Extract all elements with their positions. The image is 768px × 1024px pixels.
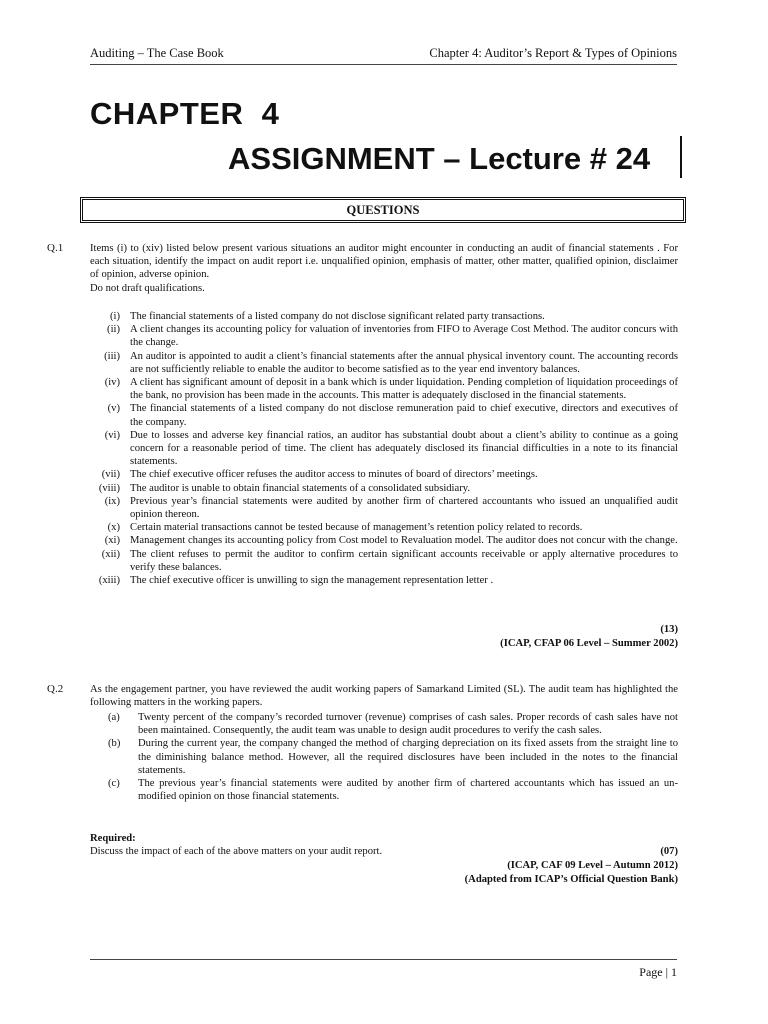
item-text: The client refuses to permit the auditor to confirm certain significant accounts receivable or apply alternative procedures to verify these balances. — [130, 548, 678, 573]
footer-divider — [90, 959, 677, 960]
item-number: (b) — [108, 738, 121, 750]
page-number: Page | 1 — [639, 965, 677, 979]
item-number: (i) — [110, 311, 120, 322]
item-text: The financial statements of a listed company do not disclose remuneration paid to chief executive, directors and executives of the company. — [130, 403, 678, 428]
item-text: Due to losses and adverse key financial ratios, an auditor has substantial doubt about a client’s ability to continue as a going concern for a reasonable period of time. The client has adequately disclosed its financial difficulties in a note to its financial statements. — [130, 429, 678, 468]
required-label: Required: — [90, 833, 136, 844]
item-text: The financial statements of a listed company do not disclose significant related party transactions. — [130, 311, 545, 322]
required-text: Discuss the impact of each of the above matters on your audit report. — [90, 846, 383, 858]
book-title: Auditing – The Case Book — [90, 46, 224, 60]
item-number: (a) — [108, 712, 120, 723]
list-item — [90, 376, 678, 402]
item-number: (xi) — [104, 535, 120, 547]
list-item — [90, 534, 678, 547]
list-item — [108, 711, 678, 737]
question-intro — [90, 242, 678, 295]
title-bar-divider — [680, 136, 682, 178]
question-adapted-source: (Adapted from ICAP’s Official Question Bank) — [464, 874, 678, 885]
question-marks: (07) — [660, 846, 678, 857]
chapter-header: Chapter 4: Auditor’s Report & Types of Opinions — [429, 46, 677, 60]
question-item-list — [108, 711, 678, 803]
item-number: (xii) — [101, 548, 120, 560]
running-header — [90, 46, 677, 65]
item-number: (vi) — [104, 429, 120, 441]
item-text: The previous year’s financial statements were audited by another firm of chartered accountants which has issued an un-modified opinion on those financial statements. — [138, 778, 678, 803]
question-intro-text: As the engagement partner, you have reviewed the audit working papers of Samarkand Limited (SL). The audit team has highlighted the following matters in the working papers. — [90, 684, 678, 709]
item-number: (x) — [107, 522, 120, 534]
question-source: (ICAP, CAF 09 Level – Autumn 2012) — [507, 860, 678, 871]
item-text: During the current year, the company changed the method of charging depreciation on its fixed assets from the straight line to the diminishing balance method. However, all the required disclosures have been included in the notes to the financial statements. — [138, 738, 678, 776]
item-text: Certain material transactions cannot be tested because of management’s retention policy related to records. — [130, 522, 583, 534]
item-text: The chief executive officer is unwilling to sign the management representation letter . — [130, 575, 494, 587]
list-item — [90, 350, 678, 376]
item-text: Management changes its accounting policy from Cost model to Revaluation model. The auditor does not concur with the change. — [130, 535, 678, 547]
list-item — [90, 574, 678, 587]
item-number: (iii) — [104, 350, 120, 362]
list-item — [90, 482, 678, 495]
item-number: (c) — [108, 778, 120, 790]
list-item — [90, 310, 678, 323]
list-item — [108, 737, 678, 777]
question-intro — [90, 683, 678, 709]
item-text: A client has significant amount of deposit in a bank which is under liquidation. Pending completion of liquidation proceedings of the bank, no provision has been made in the accounts. This matter is adequately disclosed in the financial statements. — [130, 377, 678, 402]
list-item — [90, 548, 678, 574]
item-text: The auditor is unable to obtain financial statements of a consolidated subsidiary. — [130, 482, 470, 494]
item-text: The chief executive officer refuses the auditor access to minutes of board of directors’ meetings. — [130, 469, 538, 481]
item-text: Twenty percent of the company’s recorded turnover (revenue) comprises of cash sales. Proper records of cash sales have not been maintained. Consequently, the audit team was unable to design audit procedures to verify the cash sales. — [138, 712, 678, 737]
question-instruction: Do not draft qualifications. — [90, 282, 205, 294]
item-number: (iv) — [104, 377, 120, 389]
item-number: (vii) — [101, 469, 120, 481]
item-number: (v) — [107, 403, 120, 415]
item-text: A client changes its accounting policy for valuation of inventories from FIFO to Average Cost Method. The auditor concurs with the change. — [130, 324, 678, 349]
list-item — [90, 323, 678, 349]
question-item-list — [90, 310, 678, 587]
assignment-title: ASSIGNMENT – Lecture # 24 — [228, 141, 651, 176]
question-intro-text: Items (i) to (xiv) listed below present various situations an auditor might encounter in conducting an audit of financial statements . For each situation, identify the impact on audit report i.e. unqualified opinion, emphasis of matter, other matter, qualified opinion, disclaimer of opinion, adverse opinion. — [90, 243, 678, 281]
list-item — [90, 402, 678, 428]
item-text: An auditor is appointed to audit a client’s financial statements after the annual physical inventory count. The accounting records are not sufficiently reliable to enable the auditor to become satisfied as to the year end inventory balances. — [130, 350, 678, 375]
list-item — [90, 468, 678, 481]
list-item — [90, 495, 678, 521]
item-number: (xiii) — [98, 575, 120, 587]
item-number: (viii) — [98, 482, 120, 494]
list-item — [90, 521, 678, 534]
question-source: (ICAP, CFAP 06 Level – Summer 2002) — [500, 638, 678, 649]
questions-heading: QUESTIONS — [80, 197, 686, 223]
chapter-title: CHAPTER 4 — [90, 96, 280, 131]
question-label: Q.1 — [47, 242, 64, 254]
question-marks: (13) — [660, 624, 678, 635]
question-label: Q.2 — [47, 683, 64, 695]
item-number: (ix) — [104, 495, 120, 507]
list-item — [90, 429, 678, 469]
item-number: (ii) — [107, 324, 120, 336]
list-item — [108, 777, 678, 803]
item-text: Previous year’s financial statements were audited by another firm of chartered accountants who issued an unqualified audit opinion thereon. — [130, 495, 678, 521]
required-section — [90, 832, 678, 858]
